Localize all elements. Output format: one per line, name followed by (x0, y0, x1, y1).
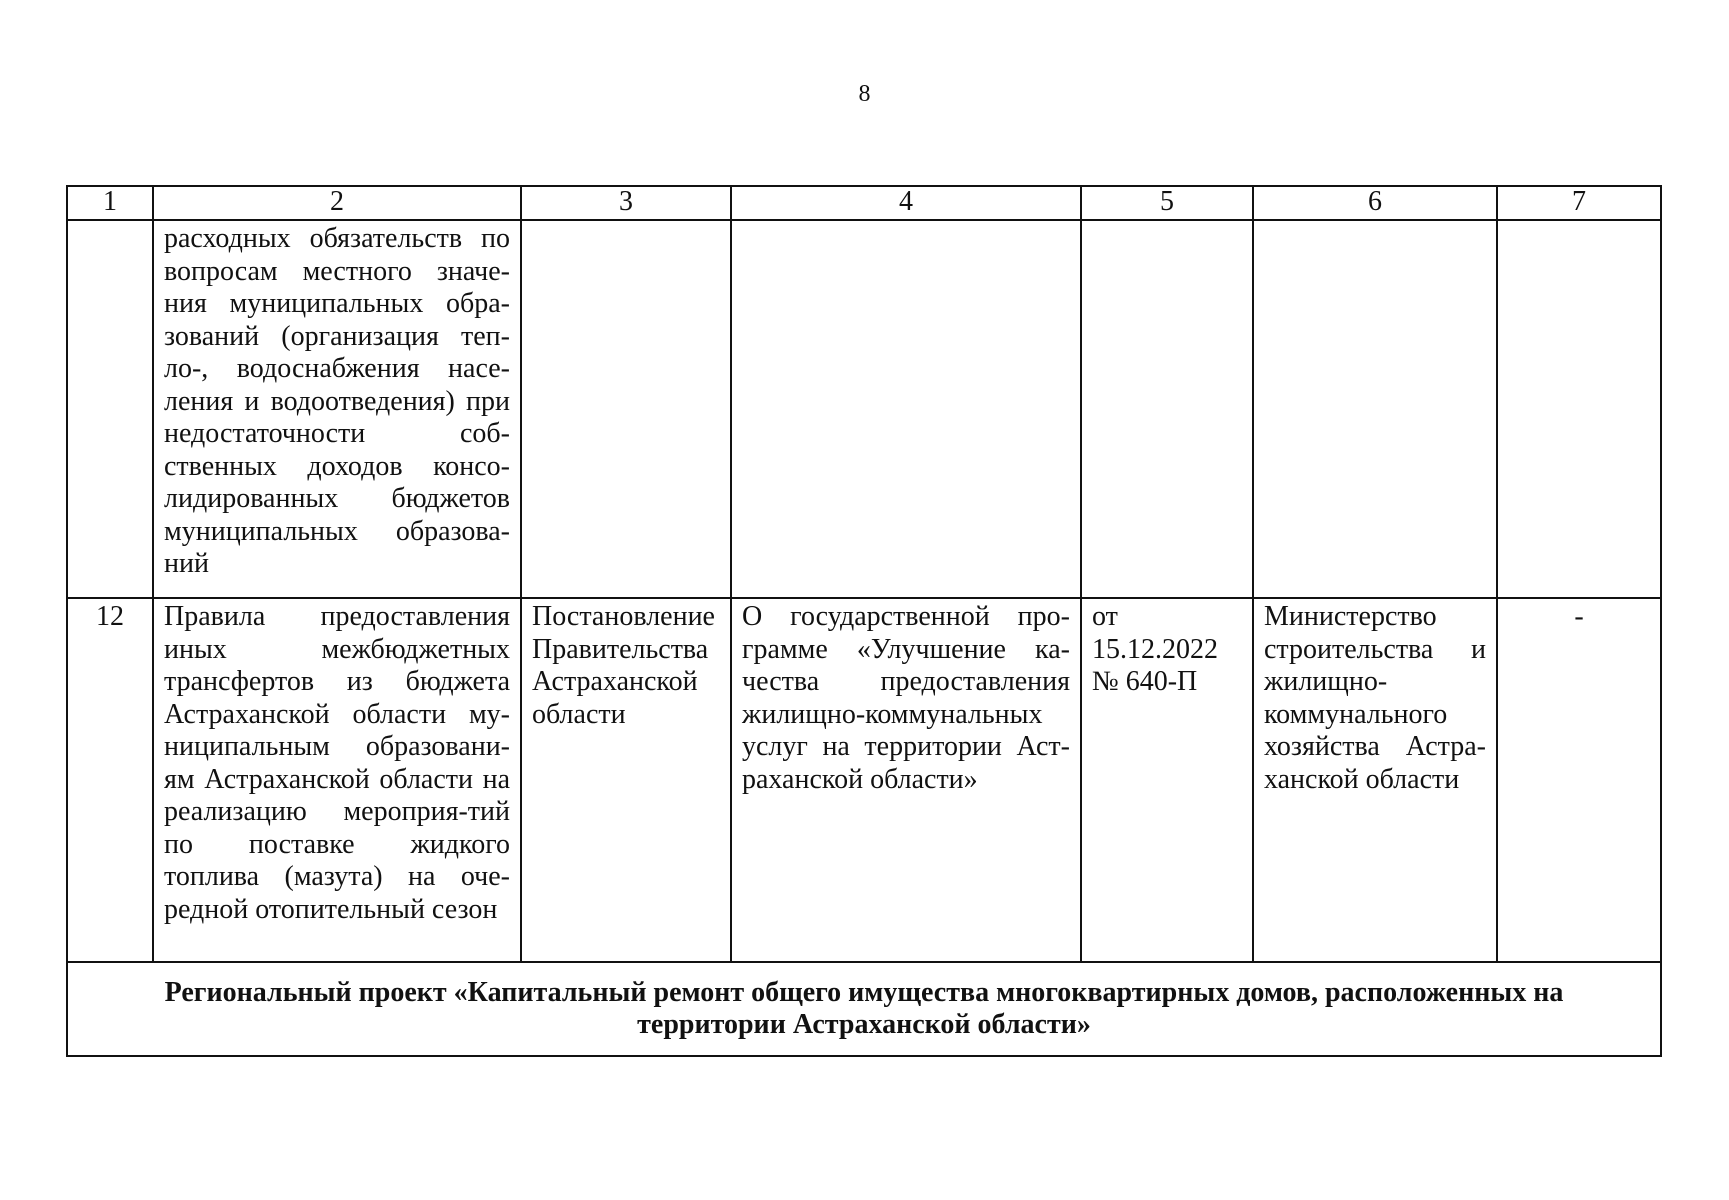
row-number-cell (67, 220, 153, 598)
page-number: 8 (858, 81, 871, 107)
column-number-7: 7 (1497, 186, 1661, 220)
doc-type-cell (521, 220, 731, 598)
note-cell: - (1497, 598, 1661, 962)
column-number-row (67, 186, 1661, 220)
doc-date-cell: от 15.12.2022 № 640-П (1081, 598, 1253, 962)
regulation-name-cell: Правила предоставления иных межбюджетных трансфертов из бюджета Астраханской области му-ниципальным образовани-ям Астраханской области на реализацию мероприя-тий по поставке жидкого топлива (мазута) на оче-редной отопительный сезон (153, 598, 521, 962)
regulation-name-cell: расходных обязательств по вопросам местного значе-ния муниципальных обра-зований (организация теп-ло-, водоснабжения насе-ления и водоотведения) при недостаточности соб-ственных доходов консо-лидированных бюджетов муниципальных образова-ний (153, 220, 521, 598)
table-row-continuation (67, 220, 1661, 598)
row-number-cell: 12 (67, 598, 153, 962)
column-number-2: 2 (153, 186, 521, 220)
column-number-5: 5 (1081, 186, 1253, 220)
doc-title-cell (731, 220, 1081, 598)
regulations-table (66, 185, 1662, 1057)
doc-title-cell: О государственной про-грамме «Улучшение ка-чества предоставления жилищно-коммунальных услуг на территории Аст-раханской области» (731, 598, 1081, 962)
doc-type-cell: Постановление Правительства Астраханской области (521, 598, 731, 962)
table-row-12 (67, 598, 1661, 962)
note-cell (1497, 220, 1661, 598)
column-number-6: 6 (1253, 186, 1497, 220)
responsible-cell: Министерство строительства и жилищно-коммунального хозяйства Астра-ханской области (1253, 598, 1497, 962)
column-number-1: 1 (67, 186, 153, 220)
regional-project-title: Региональный проект «Капитальный ремонт общего имущества многоквартирных домов, расположенных на территории Астраханской области» (67, 962, 1661, 1056)
doc-date-cell (1081, 220, 1253, 598)
responsible-cell (1253, 220, 1497, 598)
table-row-regional-project (67, 962, 1661, 1056)
column-number-3: 3 (521, 186, 731, 220)
column-number-4: 4 (731, 186, 1081, 220)
